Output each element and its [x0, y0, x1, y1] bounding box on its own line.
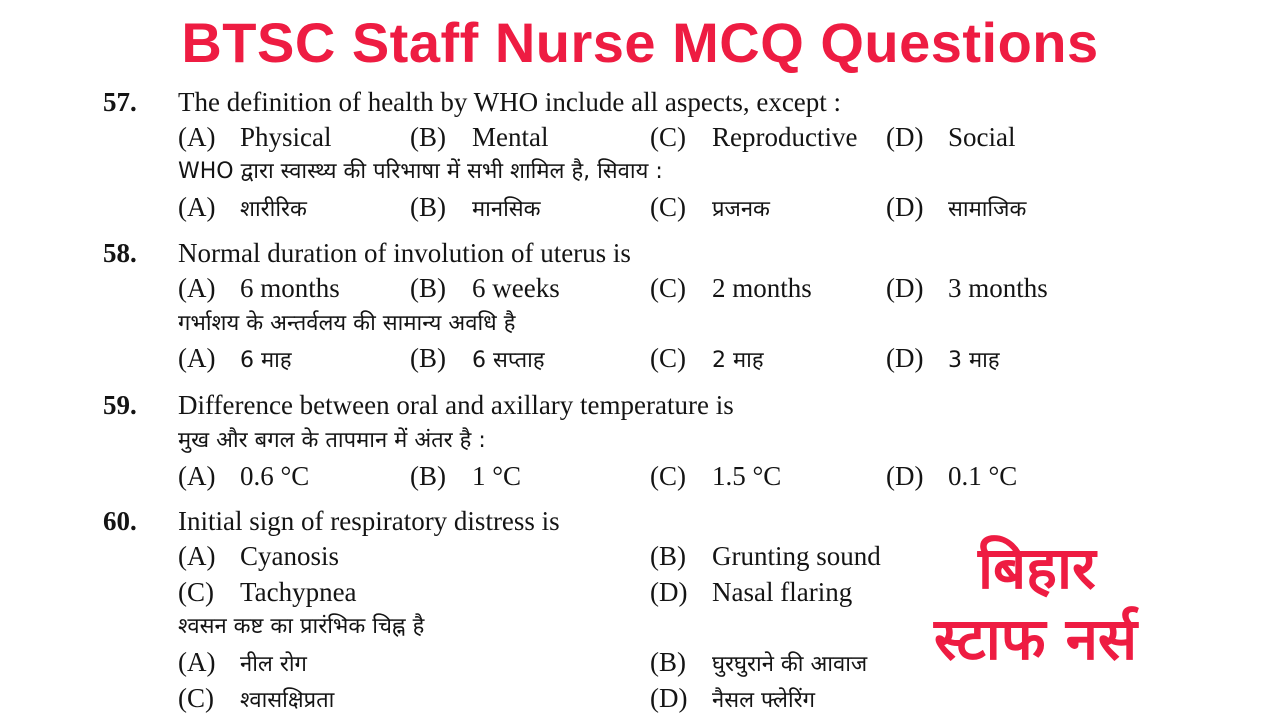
option-label: (D)	[886, 343, 924, 373]
option-text: 2 months	[712, 273, 812, 303]
option-text: Grunting sound	[712, 541, 881, 571]
option-label: (C)	[178, 683, 214, 713]
question-number: 59.	[103, 390, 137, 420]
option-a	[178, 272, 340, 304]
option-label: (B)	[410, 343, 446, 373]
option-text: शारीरिक	[240, 197, 307, 222]
stamp-line-2: स्टाफ नर्स	[934, 605, 1138, 673]
option-c-hi	[650, 342, 764, 377]
option-label: (D)	[886, 461, 924, 491]
option-a	[178, 460, 309, 492]
question-text-en: Normal duration of involution of uterus is	[178, 238, 631, 268]
option-d	[886, 121, 1016, 153]
option-label: (B)	[410, 122, 446, 152]
option-c	[178, 576, 357, 608]
option-c	[650, 272, 812, 304]
option-text: नैसल फ्लेरिंग	[712, 688, 816, 713]
option-text: सामाजिक	[948, 197, 1027, 222]
option-text: Tachypnea	[240, 577, 357, 607]
question-number: 57.	[103, 87, 137, 117]
option-label: (A)	[178, 122, 216, 152]
option-c	[650, 121, 857, 153]
option-text: Cyanosis	[240, 541, 340, 571]
option-b	[410, 121, 548, 153]
option-label: (C)	[178, 577, 214, 607]
question-text-hi: श्वसन कष्ट का प्रारंभिक चिह्न है	[178, 614, 425, 639]
option-a-hi	[178, 646, 307, 681]
question-text-en: Initial sign of respiratory distress is	[178, 506, 560, 536]
option-text: नील रोग	[240, 652, 307, 677]
option-d-hi	[886, 191, 1026, 226]
option-a-hi	[178, 191, 307, 226]
option-b-hi	[410, 342, 545, 377]
option-label: (C)	[650, 273, 686, 303]
option-label: (B)	[650, 647, 686, 677]
option-text: Nasal flaring	[712, 577, 853, 607]
option-d	[886, 272, 1048, 304]
option-b-hi	[650, 646, 867, 681]
option-a	[178, 121, 332, 153]
stamp-line-1: बिहार	[978, 534, 1096, 602]
option-b	[410, 460, 521, 492]
option-text: घुरघुराने की आवाज	[712, 652, 868, 677]
option-text: Mental	[472, 122, 549, 152]
option-label: (D)	[886, 192, 924, 222]
option-text: 0.1 °C	[948, 461, 1018, 491]
option-label: (A)	[178, 461, 216, 491]
option-label: (D)	[650, 577, 688, 607]
option-label: (B)	[410, 192, 446, 222]
option-b	[650, 540, 881, 572]
question-text-hi: WHO द्वारा स्वास्थ्य की परिभाषा में सभी शामिल है, सिवाय :	[178, 159, 663, 184]
option-label: (C)	[650, 343, 686, 373]
option-text: Social	[948, 122, 1016, 152]
question-text-en: Difference between oral and axillary temperature is	[178, 390, 734, 420]
option-a-hi	[178, 342, 292, 377]
question-number: 60.	[103, 506, 137, 536]
option-text: 2 माह	[712, 348, 764, 373]
option-text: 3 माह	[948, 348, 1000, 373]
option-b-hi	[410, 191, 541, 226]
option-label: (A)	[178, 343, 216, 373]
option-d-hi	[886, 342, 1000, 377]
option-text: 6 माह	[240, 348, 292, 373]
option-d	[886, 460, 1017, 492]
option-text: 6 सप्ताह	[472, 348, 545, 373]
option-text: 1 °C	[472, 461, 522, 491]
question-text-en: The definition of health by WHO include all aspects, except :	[178, 87, 842, 117]
question-number: 58.	[103, 238, 137, 268]
option-label: (A)	[178, 647, 216, 677]
option-label: (A)	[178, 273, 216, 303]
option-text: श्वासक्षिप्रता	[240, 688, 335, 713]
option-text: Reproductive	[712, 122, 858, 152]
option-label: (D)	[650, 683, 688, 713]
option-label: (C)	[650, 461, 686, 491]
option-d-hi	[650, 682, 815, 717]
option-label: (A)	[178, 541, 216, 571]
option-label: (B)	[410, 461, 446, 491]
option-text: 1.5 °C	[712, 461, 782, 491]
option-b	[410, 272, 560, 304]
page-title: BTSC Staff Nurse MCQ Questions	[181, 11, 1099, 74]
option-text: प्रजनक	[712, 197, 770, 222]
option-text: 3 months	[948, 273, 1048, 303]
question-text-hi: गर्भाशय के अन्तर्वलय की सामान्य अवधि है	[178, 311, 516, 336]
option-label: (C)	[650, 192, 686, 222]
question-text-hi: मुख और बगल के तापमान में अंतर है :	[178, 428, 486, 453]
option-label: (A)	[178, 192, 216, 222]
option-d	[650, 576, 852, 608]
option-text: मानसिक	[472, 197, 541, 222]
option-label: (C)	[650, 122, 686, 152]
option-a	[178, 540, 339, 572]
option-label: (B)	[410, 273, 446, 303]
option-text: 0.6 °C	[240, 461, 310, 491]
option-c	[650, 460, 781, 492]
option-label: (B)	[650, 541, 686, 571]
option-text: 6 months	[240, 273, 340, 303]
option-c-hi	[178, 682, 334, 717]
option-text: Physical	[240, 122, 332, 152]
option-c-hi	[650, 191, 770, 226]
option-text: 6 weeks	[472, 273, 560, 303]
option-label: (D)	[886, 273, 924, 303]
option-label: (D)	[886, 122, 924, 152]
